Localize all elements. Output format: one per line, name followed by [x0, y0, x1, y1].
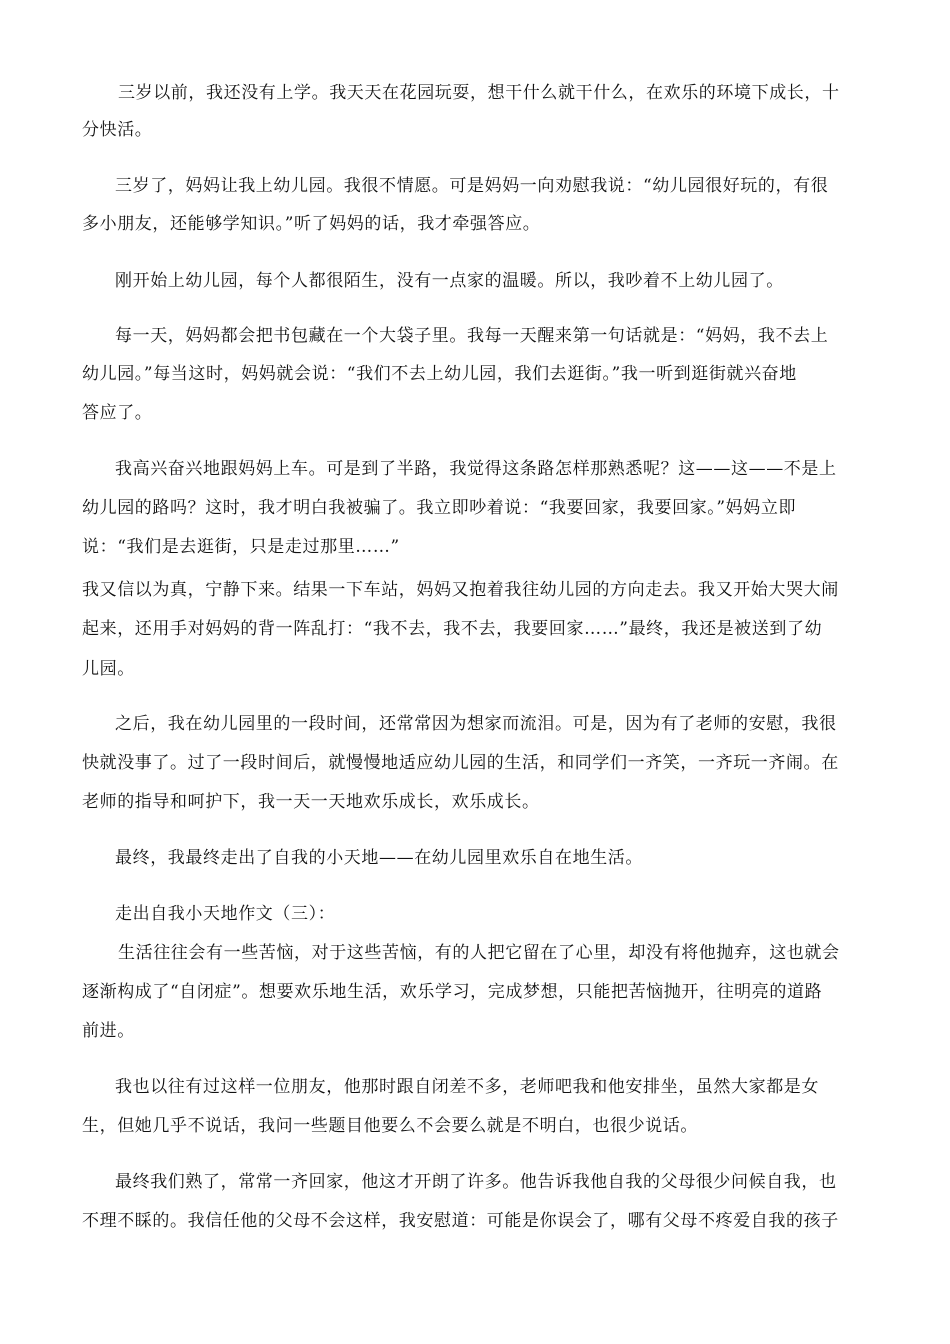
text-line: 分快活。	[82, 120, 153, 140]
text-line: 生活往往会有一些苦恼，对于这些苦恼，有的人把它留在了心里，却没有将他抛弃，这也就会	[118, 943, 840, 963]
text-line: 三岁以前，我还没有上学。我天天在花园玩耍，想干什么就干什么，在欢乐的环境下成长，十	[118, 83, 840, 103]
text-line: 之后，我在幼儿园里的一段时间，还常常因为想家而流泪。可是，因为有了老师的安慰，我很	[115, 714, 837, 734]
text-line: 生，但她几乎不说话，我问一些题目他要么不会要么就是不明白，也很少说话。	[82, 1116, 698, 1136]
text-line: 最终，我最终走出了自我的小天地——在幼儿园里欢乐自在地生活。	[115, 848, 643, 868]
text-line: 说：“我们是去逛街，只是走过那里……”	[82, 537, 400, 557]
text-line: 快就没事了。过了一段时间后，就慢慢地适应幼儿园的生活，和同学们一齐笑，一齐玩一齐闹。在	[82, 753, 839, 773]
text-line: 幼儿园。”每当这时，妈妈就会说：“我们不去上幼儿园，我们去逛街。”我一听到逛街就兴奋地	[82, 364, 797, 384]
text-line: 刚开始上幼儿园，每个人都很陌生，没有一点家的温暖。所以，我吵着不上幼儿园了。	[115, 271, 784, 291]
text-line: 逐渐构成了“自闭症”。想要欢乐地生活，欢乐学习，完成梦想，只能把苦恼抛开，往明亮的道路	[82, 982, 823, 1002]
section-heading: 走出自我小天地作文（三）：	[115, 904, 336, 924]
text-line: 我又信以为真，宁静下来。结果一下车站，妈妈又抱着我往幼儿园的方向走去。我又开始大哭大闹	[82, 580, 839, 600]
text-line: 儿园。	[82, 659, 135, 679]
text-line: 不理不睬的。我信任他的父母不会这样，我安慰道：可能是你误会了，哪有父母不疼爱自我的孩子	[82, 1211, 839, 1231]
text-line: 三岁了，妈妈让我上幼儿园。我很不情愿。可是妈妈一向劝慰我说：“幼儿园很好玩的，有很	[115, 176, 829, 196]
text-line: 我高兴奋兴地跟妈妈上车。可是到了半路，我觉得这条路怎样那熟悉呢？这——这——不是上	[115, 459, 837, 479]
text-line: 答应了。	[82, 403, 153, 423]
text-line: 最终我们熟了，常常一齐回家，他这才开朗了许多。他告诉我他自我的父母很少问候自我，也	[115, 1172, 837, 1192]
text-line: 起来，还用手对妈妈的背一阵乱打：“我不去，我不去，我要回家……”最终，我还是被送到了幼	[82, 619, 823, 639]
text-line: 前进。	[82, 1021, 135, 1041]
text-line: 我也以往有过这样一位朋友，他那时跟自闭差不多，老师吧我和他安排坐，虽然大家都是女	[115, 1077, 819, 1097]
text-line: 每一天，妈妈都会把书包藏在一个大袋子里。我每一天醒来第一句话就是：“妈妈，我不去上	[115, 326, 829, 346]
text-line: 老师的指导和呵护下，我一天一天地欢乐成长，欢乐成长。	[82, 792, 540, 812]
text-line: 多小朋友，还能够学知识。”听了妈妈的话，我才牵强答应。	[82, 214, 541, 234]
text-line: 幼儿园的路吗？这时，我才明白我被骗了。我立即吵着说：“我要回家，我要回家。”妈妈立即	[82, 498, 797, 518]
